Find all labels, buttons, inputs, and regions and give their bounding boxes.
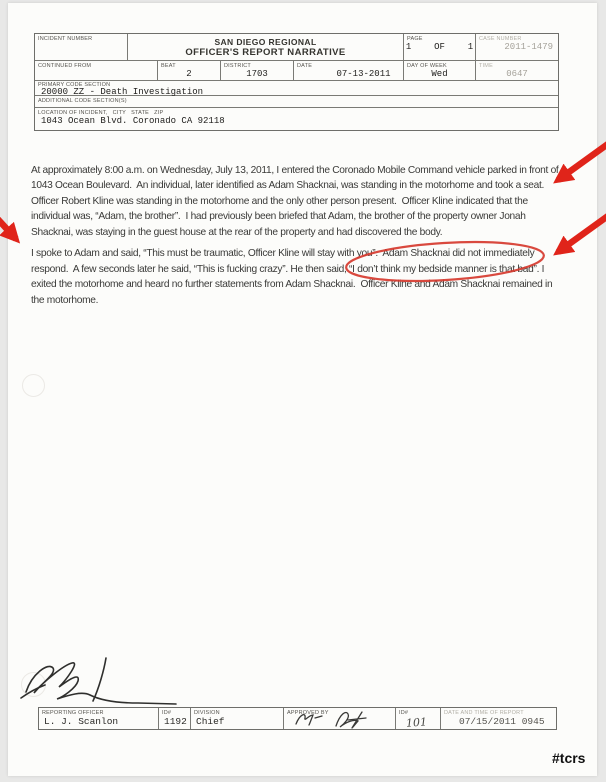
location-value: 1043 Ocean Blvd. Coronado CA 92118 (41, 116, 225, 126)
case-number-label: CASE NUMBER (479, 36, 522, 42)
beat-field (158, 61, 221, 81)
beat-label: BEAT (161, 63, 176, 69)
narrative-line: At approximately 8:00 a.m. on Wednesday, July 13, 2011, I entered the Coronado Mobile Command vehicle parked in front of (31, 165, 559, 176)
narrative-paragraph-1 (31, 163, 583, 240)
narrative-line: individual was, “Adam, the brother”. I had previously been briefed that Adam, the brother of the property owner Jonah (31, 211, 526, 223)
date-label: DATE (297, 63, 313, 69)
approver-id-field (396, 708, 441, 729)
narrative-line: I spoke to Adam and said, “This must be traumatic, Officer Kline will stay with you”. Adam Shacknai did not immediately (31, 248, 535, 260)
agency-name: SAN DIEGO REGIONAL (214, 36, 317, 47)
division-label: DIVISION (194, 710, 220, 716)
additional-code-sections-label: ADDITIONAL CODE SECTION(S) (38, 98, 127, 104)
day-of-week-field (404, 61, 476, 81)
approver-signature (292, 707, 392, 729)
division-value: Chief (196, 716, 225, 727)
reporting-officer-signature (18, 652, 188, 712)
continued-from-field (35, 61, 158, 81)
time-field (476, 61, 558, 81)
page-value: 1 OF 1 (405, 42, 474, 52)
day-of-week-label: DAY OF WEEK (407, 63, 447, 69)
approver-id-label: ID# (399, 710, 409, 716)
approved-by-label: APPROVED BY (287, 710, 329, 716)
case-number-value: 2011-1479 (504, 42, 553, 52)
report-datetime-label: DATE AND TIME OF REPORT (444, 710, 524, 716)
district-field (221, 61, 294, 81)
report-datetime-field (441, 708, 556, 729)
time-label: TIME (479, 63, 493, 69)
narrative-line: Shacknai, was staying in the guest house at the rear of the property and had discovered the body. (31, 226, 443, 238)
report-title (128, 34, 404, 61)
location-label: LOCATION OF INCIDENT, CITY STATE ZIP (38, 110, 164, 116)
report-type: OFFICER'S REPORT NARRATIVE (185, 46, 346, 58)
narrative-text (31, 163, 583, 308)
narrative-line: the motorhome. (31, 294, 99, 306)
division-field (191, 708, 284, 729)
officer-id-value: 1192 (164, 716, 187, 727)
page-field (404, 34, 476, 61)
district-label: DISTRICT (224, 63, 251, 69)
approved-by-field (284, 708, 396, 729)
incident-number-label: INCIDENT NUMBER (38, 36, 93, 42)
time-value: 0647 (506, 69, 528, 79)
reporting-officer-label: REPORTING OFFICER (42, 710, 104, 716)
reporting-officer-value: L. J. Scanlon (44, 716, 119, 727)
narrative-line: 1043 Ocean Boulevard. An individual, later identified as Adam Shacknai, was standing in the motorhome and took a seat. (31, 180, 545, 192)
case-number-field (476, 34, 558, 61)
day-of-week-value: Wed (431, 69, 448, 79)
narrative-line: exited the motorhome and heard no further statements from Adam Shacknai. Officer Kline and Adam Shacknai remained in (31, 279, 553, 291)
beat-value: 2 (186, 69, 192, 79)
report-datetime-value: 07/15/2011 0945 (459, 716, 545, 727)
additional-code-sections-field (35, 96, 558, 108)
date-value: 07-13-2011 (336, 69, 391, 79)
narrative-paragraph-2 (31, 246, 583, 308)
incident-number-field (35, 34, 128, 61)
page-label: PAGE (407, 36, 423, 42)
watermark-hashtag: #tcrs (552, 750, 586, 766)
hole-punch-mark (22, 374, 45, 397)
report-page (8, 3, 597, 776)
primary-code-section-field (35, 81, 558, 96)
report-header-form (34, 33, 559, 131)
approver-id-value: 101 (405, 715, 428, 730)
primary-code-section-value: 20000 ZZ - Death Investigation (41, 87, 204, 97)
continued-from-label: CONTINUED FROM (38, 63, 92, 69)
location-field (35, 108, 558, 130)
narrative-line: Officer Robert Kline was standing in the motorhome and the only other person present. Officer Kline indicated that the (31, 195, 528, 207)
officer-id-label: ID# (162, 710, 172, 716)
date-field (294, 61, 404, 81)
primary-code-section-label: PRIMARY CODE SECTION (38, 82, 111, 88)
narrative-line: respond. A few seconds later he said, “This is fucking crazy”. He then said, “I don’t think my bedside manner is that bad”. I (31, 263, 545, 275)
district-value: 1703 (246, 69, 268, 79)
